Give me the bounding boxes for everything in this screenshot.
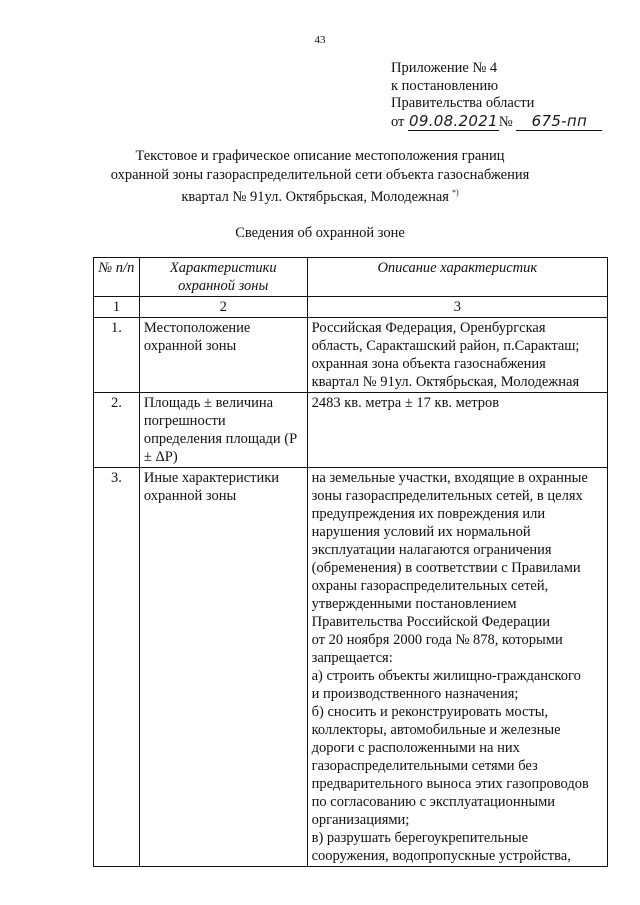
description-line: область, Саракташский район, п.Саракташ; <box>311 338 580 354</box>
appendix-line-2: к постановлению <box>391 77 499 94</box>
appendix-no-label: № <box>498 113 513 130</box>
row-number: 1. <box>94 318 140 393</box>
table-row <box>94 393 608 468</box>
table-index-row <box>94 297 608 318</box>
table-header-row <box>94 258 608 297</box>
row-number: 3. <box>94 468 140 867</box>
title-line-3-text: квартал № 91ул. Октябрьская, Молодежная <box>181 189 449 205</box>
description-line: б) сносить и реконструировать мосты, <box>311 704 549 720</box>
row-characteristic: Площадь ± величина погрешности определения площади (P ± ΔP) <box>139 393 307 468</box>
header-number: № п/п <box>94 258 140 297</box>
row-number: 2. <box>94 393 140 468</box>
description-line: дороги с расположенными на них <box>311 740 520 756</box>
description-line: охранная зона объекта газоснабжения <box>311 356 546 372</box>
description-line: нарушения условий их нормальной <box>311 524 531 540</box>
description-line: охраны газораспределительных сетей, <box>311 578 549 594</box>
description-line: сооружения, водопропускные устройства, <box>311 848 571 864</box>
description-line: квартал № 91ул. Октябрьская, Молодежная <box>311 374 580 390</box>
row-description <box>307 318 607 393</box>
description-line: на земельные участки, входящие в охранные <box>311 470 588 486</box>
zone-table <box>93 257 608 867</box>
description-line: запрещается: <box>311 650 393 666</box>
description-line: и производственного назначения; <box>311 686 519 702</box>
description-line: Правительства Российской Федерации <box>311 614 551 630</box>
description-line: утвержденными постановлением <box>311 596 517 612</box>
index-cell: 3 <box>307 297 607 318</box>
description-line: предварительного выноса этих газопроводов <box>311 776 589 792</box>
table-row <box>94 468 608 867</box>
row-description <box>307 393 607 468</box>
row-description <box>307 468 607 867</box>
row-characteristic: Местоположение охранной зоны <box>139 318 307 393</box>
appendix-line-4 <box>391 113 602 132</box>
description-line: газораспределительными сетями без <box>311 758 538 774</box>
table-row <box>94 318 608 393</box>
row-characteristic: Иные характеристики охранной зоны <box>139 468 307 867</box>
header-characteristics: Характеристики охранной зоны <box>139 258 307 297</box>
appendix-line-1: Приложение № 4 <box>391 60 498 76</box>
description-line: организациями; <box>311 812 410 828</box>
index-cell: 2 <box>139 297 307 318</box>
description-line: Российская Федерация, Оренбургская <box>311 320 546 336</box>
title-line-1: Текстовое и графическое описание местоположения границ <box>135 148 505 164</box>
description-line: предупреждения их повреждения или <box>311 506 546 522</box>
title-line-3 <box>0 184 640 207</box>
footnote-mark: *) <box>451 188 459 197</box>
description-line: 2483 кв. метра ± 17 кв. метров <box>311 395 500 411</box>
appendix-line-3: Правительства области <box>391 95 535 111</box>
title-line-2: охранной зоны газораспределительной сети объекта газоснабжения <box>110 166 530 183</box>
document-title <box>0 147 640 207</box>
description-line: по согласованию с эксплуатационными <box>311 794 556 810</box>
page-number: 43 <box>314 34 326 46</box>
description-line: эксплуатации налагаются ограничения <box>311 542 552 558</box>
description-line: в) разрушать берегоукрепительные <box>311 830 529 846</box>
description-line: зоны газораспределительных сетей, в целях <box>311 488 583 504</box>
description-line: от 20 ноября 2000 года № 878, которыми <box>311 632 563 648</box>
handwritten-date: 09.08.2021 <box>409 111 498 130</box>
index-cell: 1 <box>94 297 140 318</box>
section-subtitle: Сведения об охранной зоне <box>235 225 405 241</box>
description-line: (обременения) в соответствии с Правилами <box>311 560 581 576</box>
appendix-block <box>391 60 602 131</box>
description-line: а) строить объекты жилищно-гражданского <box>311 668 581 684</box>
appendix-ot-label: от <box>391 113 405 130</box>
description-line: коллекторы, автомобильные и железные <box>311 722 561 738</box>
header-description: Описание характеристик <box>307 258 607 297</box>
handwritten-number: 675-пп <box>516 113 602 132</box>
